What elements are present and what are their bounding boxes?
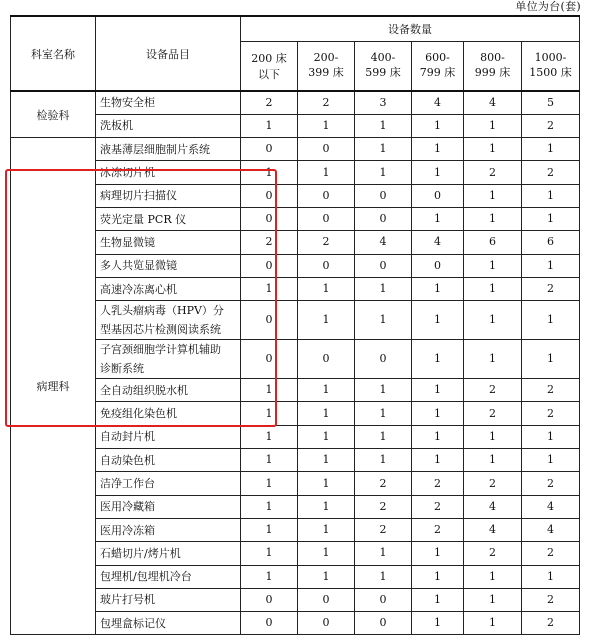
value-cell: 1 (298, 565, 355, 588)
value-cell: 1 (298, 114, 355, 137)
header-bed-0: 200 床 以下 (241, 41, 298, 91)
value-cell: 2 (522, 542, 580, 565)
value-cell: 0 (241, 138, 298, 161)
table-body (11, 91, 580, 635)
value-cell: 2 (522, 588, 580, 611)
item-cell: 医用冷冻箱 (96, 518, 241, 541)
value-cell: 1 (355, 114, 412, 137)
header-bed-1: 200- 399 床 (298, 41, 355, 91)
value-cell: 2 (298, 231, 355, 254)
value-cell: 1 (412, 425, 464, 448)
value-cell: 0 (355, 612, 412, 635)
value-cell: 1 (464, 588, 522, 611)
value-cell: 1 (355, 402, 412, 425)
value-cell: 1 (522, 425, 580, 448)
value-cell: 2 (522, 472, 580, 495)
value-cell: 1 (522, 301, 580, 340)
value-cell: 1 (522, 254, 580, 277)
item-cell: 玻片打号机 (96, 588, 241, 611)
value-cell: 4 (355, 231, 412, 254)
value-cell: 1 (412, 379, 464, 402)
value-cell: 1 (522, 184, 580, 207)
value-cell: 1 (298, 277, 355, 300)
value-cell: 1 (464, 254, 522, 277)
item-cell: 多人共览显微镜 (96, 254, 241, 277)
item-cell: 病理切片扫描仪 (96, 184, 241, 207)
value-cell: 0 (298, 254, 355, 277)
value-cell: 1 (298, 161, 355, 184)
item-cell: 自动染色机 (96, 449, 241, 472)
value-cell: 2 (464, 402, 522, 425)
table-row (11, 542, 580, 565)
item-cell: 高速冷冻离心机 (96, 277, 241, 300)
value-cell: 0 (241, 588, 298, 611)
value-cell: 1 (522, 565, 580, 588)
value-cell: 2 (355, 472, 412, 495)
value-cell: 1 (241, 472, 298, 495)
value-cell: 2 (522, 114, 580, 137)
value-cell: 0 (241, 184, 298, 207)
value-cell: 1 (298, 425, 355, 448)
value-cell: 0 (355, 207, 412, 230)
table-row (11, 91, 580, 114)
value-cell: 0 (412, 254, 464, 277)
value-cell: 2 (355, 518, 412, 541)
item-cell: 洁净工作台 (96, 472, 241, 495)
header-qty: 设备数量 (241, 16, 580, 41)
value-cell: 0 (412, 184, 464, 207)
value-cell: 2 (464, 379, 522, 402)
value-cell: 1 (412, 114, 464, 137)
value-cell: 6 (522, 231, 580, 254)
unit-note: 单位为台(套) (515, 0, 581, 13)
value-cell: 1 (355, 425, 412, 448)
table-row (11, 138, 580, 161)
value-cell: 2 (412, 518, 464, 541)
item-cell: 液基薄层细胞制片系统 (96, 138, 241, 161)
value-cell: 1 (464, 565, 522, 588)
value-cell: 4 (464, 495, 522, 518)
value-cell: 1 (298, 518, 355, 541)
value-cell: 4 (412, 91, 464, 114)
value-cell: 4 (464, 91, 522, 114)
table-row (11, 565, 580, 588)
value-cell: 1 (412, 565, 464, 588)
item-cell: 生物安全柜 (96, 91, 241, 114)
item-cell: 医用冷藏箱 (96, 495, 241, 518)
item-cell: 荧光定量 PCR 仪 (96, 207, 241, 230)
value-cell: 1 (412, 449, 464, 472)
value-cell: 1 (355, 565, 412, 588)
value-cell: 1 (298, 449, 355, 472)
value-cell: 0 (355, 588, 412, 611)
value-cell: 1 (522, 340, 580, 379)
table-row (11, 425, 580, 448)
item-cell: 洗板机 (96, 114, 241, 137)
item-cell: 包埋盒标记仪 (96, 612, 241, 635)
value-cell: 4 (522, 518, 580, 541)
value-cell: 2 (464, 542, 522, 565)
value-cell: 1 (464, 207, 522, 230)
value-cell: 0 (241, 612, 298, 635)
table-row (11, 184, 580, 207)
value-cell: 1 (298, 379, 355, 402)
value-cell: 2 (464, 161, 522, 184)
value-cell: 1 (464, 184, 522, 207)
value-cell: 1 (464, 114, 522, 137)
value-cell: 0 (355, 254, 412, 277)
value-cell: 3 (355, 91, 412, 114)
value-cell: 1 (355, 449, 412, 472)
item-cell: 自动封片机 (96, 425, 241, 448)
value-cell: 1 (355, 301, 412, 340)
item-cell: 冰冻切片机 (96, 161, 241, 184)
item-cell: 全自动组织脱水机 (96, 379, 241, 402)
value-cell: 1 (298, 542, 355, 565)
table-row (11, 231, 580, 254)
value-cell: 0 (355, 184, 412, 207)
value-cell: 1 (298, 472, 355, 495)
value-cell: 1 (412, 207, 464, 230)
value-cell: 0 (241, 301, 298, 340)
value-cell: 2 (522, 612, 580, 635)
value-cell: 1 (412, 340, 464, 379)
header-bed-2: 400- 599 床 (355, 41, 412, 91)
value-cell: 0 (241, 340, 298, 379)
dept-cell: 病理科 (11, 138, 96, 635)
value-cell: 0 (298, 340, 355, 379)
value-cell: 1 (464, 449, 522, 472)
value-cell: 1 (464, 277, 522, 300)
value-cell: 1 (241, 449, 298, 472)
table-row (11, 161, 580, 184)
dept-cell: 检验科 (11, 91, 96, 138)
header-bed-4: 800- 999 床 (464, 41, 522, 91)
value-cell: 1 (412, 402, 464, 425)
value-cell: 1 (412, 612, 464, 635)
table-row (11, 254, 580, 277)
value-cell: 1 (355, 379, 412, 402)
value-cell: 1 (298, 402, 355, 425)
value-cell: 1 (241, 542, 298, 565)
value-cell: 2 (522, 379, 580, 402)
value-cell: 1 (464, 425, 522, 448)
value-cell: 1 (355, 161, 412, 184)
value-cell: 1 (412, 277, 464, 300)
value-cell: 1 (412, 301, 464, 340)
value-cell: 2 (412, 472, 464, 495)
value-cell: 1 (464, 612, 522, 635)
item-cell: 生物显微镜 (96, 231, 241, 254)
value-cell: 2 (522, 277, 580, 300)
value-cell: 0 (298, 184, 355, 207)
item-cell: 包埋机/包埋机冷台 (96, 565, 241, 588)
table-row (11, 612, 580, 635)
table-row (11, 449, 580, 472)
value-cell: 0 (241, 254, 298, 277)
value-cell: 1 (241, 277, 298, 300)
value-cell: 1 (464, 301, 522, 340)
header-bed-3: 600- 799 床 (412, 41, 464, 91)
value-cell: 1 (412, 542, 464, 565)
item-cell: 免疫组化染色机 (96, 402, 241, 425)
value-cell: 0 (298, 207, 355, 230)
value-cell: 1 (241, 379, 298, 402)
value-cell: 1 (464, 340, 522, 379)
value-cell: 1 (241, 425, 298, 448)
header-item: 设备品目 (96, 16, 241, 91)
value-cell: 2 (298, 91, 355, 114)
value-cell: 1 (412, 161, 464, 184)
value-cell: 0 (298, 138, 355, 161)
table-row (11, 588, 580, 611)
value-cell: 1 (241, 402, 298, 425)
value-cell: 1 (464, 138, 522, 161)
item-cell: 石蜡切片/烤片机 (96, 542, 241, 565)
item-cell: 人乳头瘤病毒（HPV）分 型基因芯片检测阅读系统 (96, 301, 241, 340)
value-cell: 2 (241, 91, 298, 114)
item-cell: 子宫颈细胞学计算机辅助 诊断系统 (96, 340, 241, 379)
value-cell: 1 (241, 114, 298, 137)
value-cell: 1 (241, 161, 298, 184)
table-row (11, 301, 580, 340)
value-cell: 0 (241, 207, 298, 230)
value-cell: 1 (355, 277, 412, 300)
table-row (11, 114, 580, 137)
table-row (11, 340, 580, 379)
table-header (11, 16, 580, 91)
value-cell: 1 (241, 565, 298, 588)
table-row (11, 379, 580, 402)
value-cell: 1 (355, 138, 412, 161)
value-cell: 1 (412, 138, 464, 161)
value-cell: 2 (355, 495, 412, 518)
table-row (11, 472, 580, 495)
value-cell: 1 (298, 495, 355, 518)
value-cell: 0 (298, 588, 355, 611)
table-row (11, 518, 580, 541)
value-cell: 1 (522, 207, 580, 230)
value-cell: 6 (464, 231, 522, 254)
value-cell: 1 (298, 301, 355, 340)
table-row (11, 207, 580, 230)
value-cell: 1 (241, 495, 298, 518)
value-cell: 1 (522, 449, 580, 472)
equipment-table (10, 15, 580, 635)
value-cell: 4 (464, 518, 522, 541)
value-cell: 4 (412, 231, 464, 254)
value-cell: 2 (464, 472, 522, 495)
table-row (11, 495, 580, 518)
value-cell: 2 (241, 231, 298, 254)
value-cell: 2 (522, 161, 580, 184)
value-cell: 1 (412, 588, 464, 611)
value-cell: 1 (241, 518, 298, 541)
header-bed-5: 1000- 1500 床 (522, 41, 580, 91)
value-cell: 2 (522, 402, 580, 425)
table-row (11, 402, 580, 425)
header-dept: 科室名称 (11, 16, 96, 91)
value-cell: 0 (298, 612, 355, 635)
table-row (11, 277, 580, 300)
value-cell: 4 (522, 495, 580, 518)
value-cell: 1 (355, 542, 412, 565)
value-cell: 0 (355, 340, 412, 379)
value-cell: 5 (522, 91, 580, 114)
value-cell: 2 (412, 495, 464, 518)
value-cell: 1 (522, 138, 580, 161)
